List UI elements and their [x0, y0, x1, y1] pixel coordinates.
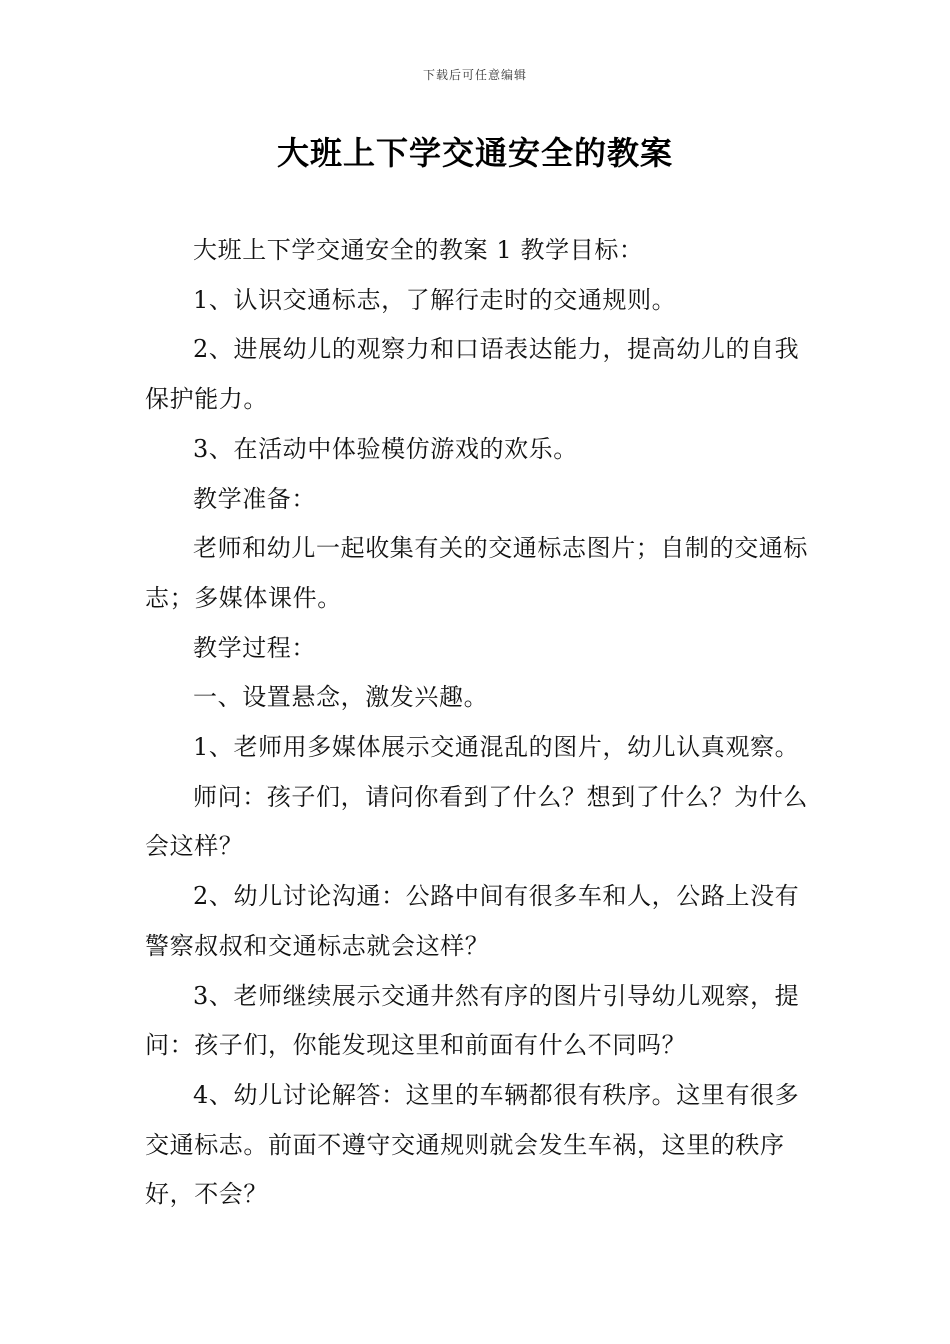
paragraph: 大班上下学交通安全的教案 1 教学目标：	[193, 236, 644, 264]
document-title: 大班上下学交通安全的教案	[276, 134, 673, 172]
header-note: 下载后可任意编辑	[422, 68, 527, 82]
paragraph: 2、进展幼儿的观察力和口语表达能力，提高幼儿的自我保护能力。	[145, 335, 800, 414]
paragraph: 一、设置悬念，激发兴趣。	[193, 683, 489, 712]
paragraph: 2、幼儿讨论沟通：公路中间有很多车和人，公路上没有警察叔叔和交通标志就会这样？	[145, 882, 800, 960]
paragraph: 1、老师用多媒体展示交通混乱的图片，幼儿认真观察。	[193, 733, 800, 762]
paragraph: 教学准备：	[193, 484, 316, 513]
paragraph: 4、幼儿讨论解答：这里的车辆都很有秩序。这里有很多交通标志。前面不遵守交通规则就会发生车祸，这里的秩序好，不会？	[145, 1080, 800, 1209]
paragraph: 教学过程：	[193, 633, 316, 662]
paragraph: 3、老师继续展示交通井然有序的图片引导幼儿观察，提问：孩子们，你能发现这里和前面有什么不同吗？	[145, 981, 800, 1060]
paragraph: 3、在活动中体验模仿游戏的欢乐。	[193, 434, 578, 463]
paragraph: 1、认识交通标志，了解行走时的交通规则。	[193, 285, 677, 314]
document-body	[145, 226, 810, 1220]
paragraph: 师问：孩子们，请问你看到了什么？想到了什么？为什么会这样？	[145, 782, 808, 861]
paragraph: 老师和幼儿一起收集有关的交通标志图片；自制的交通标志；多媒体课件。	[145, 534, 808, 612]
